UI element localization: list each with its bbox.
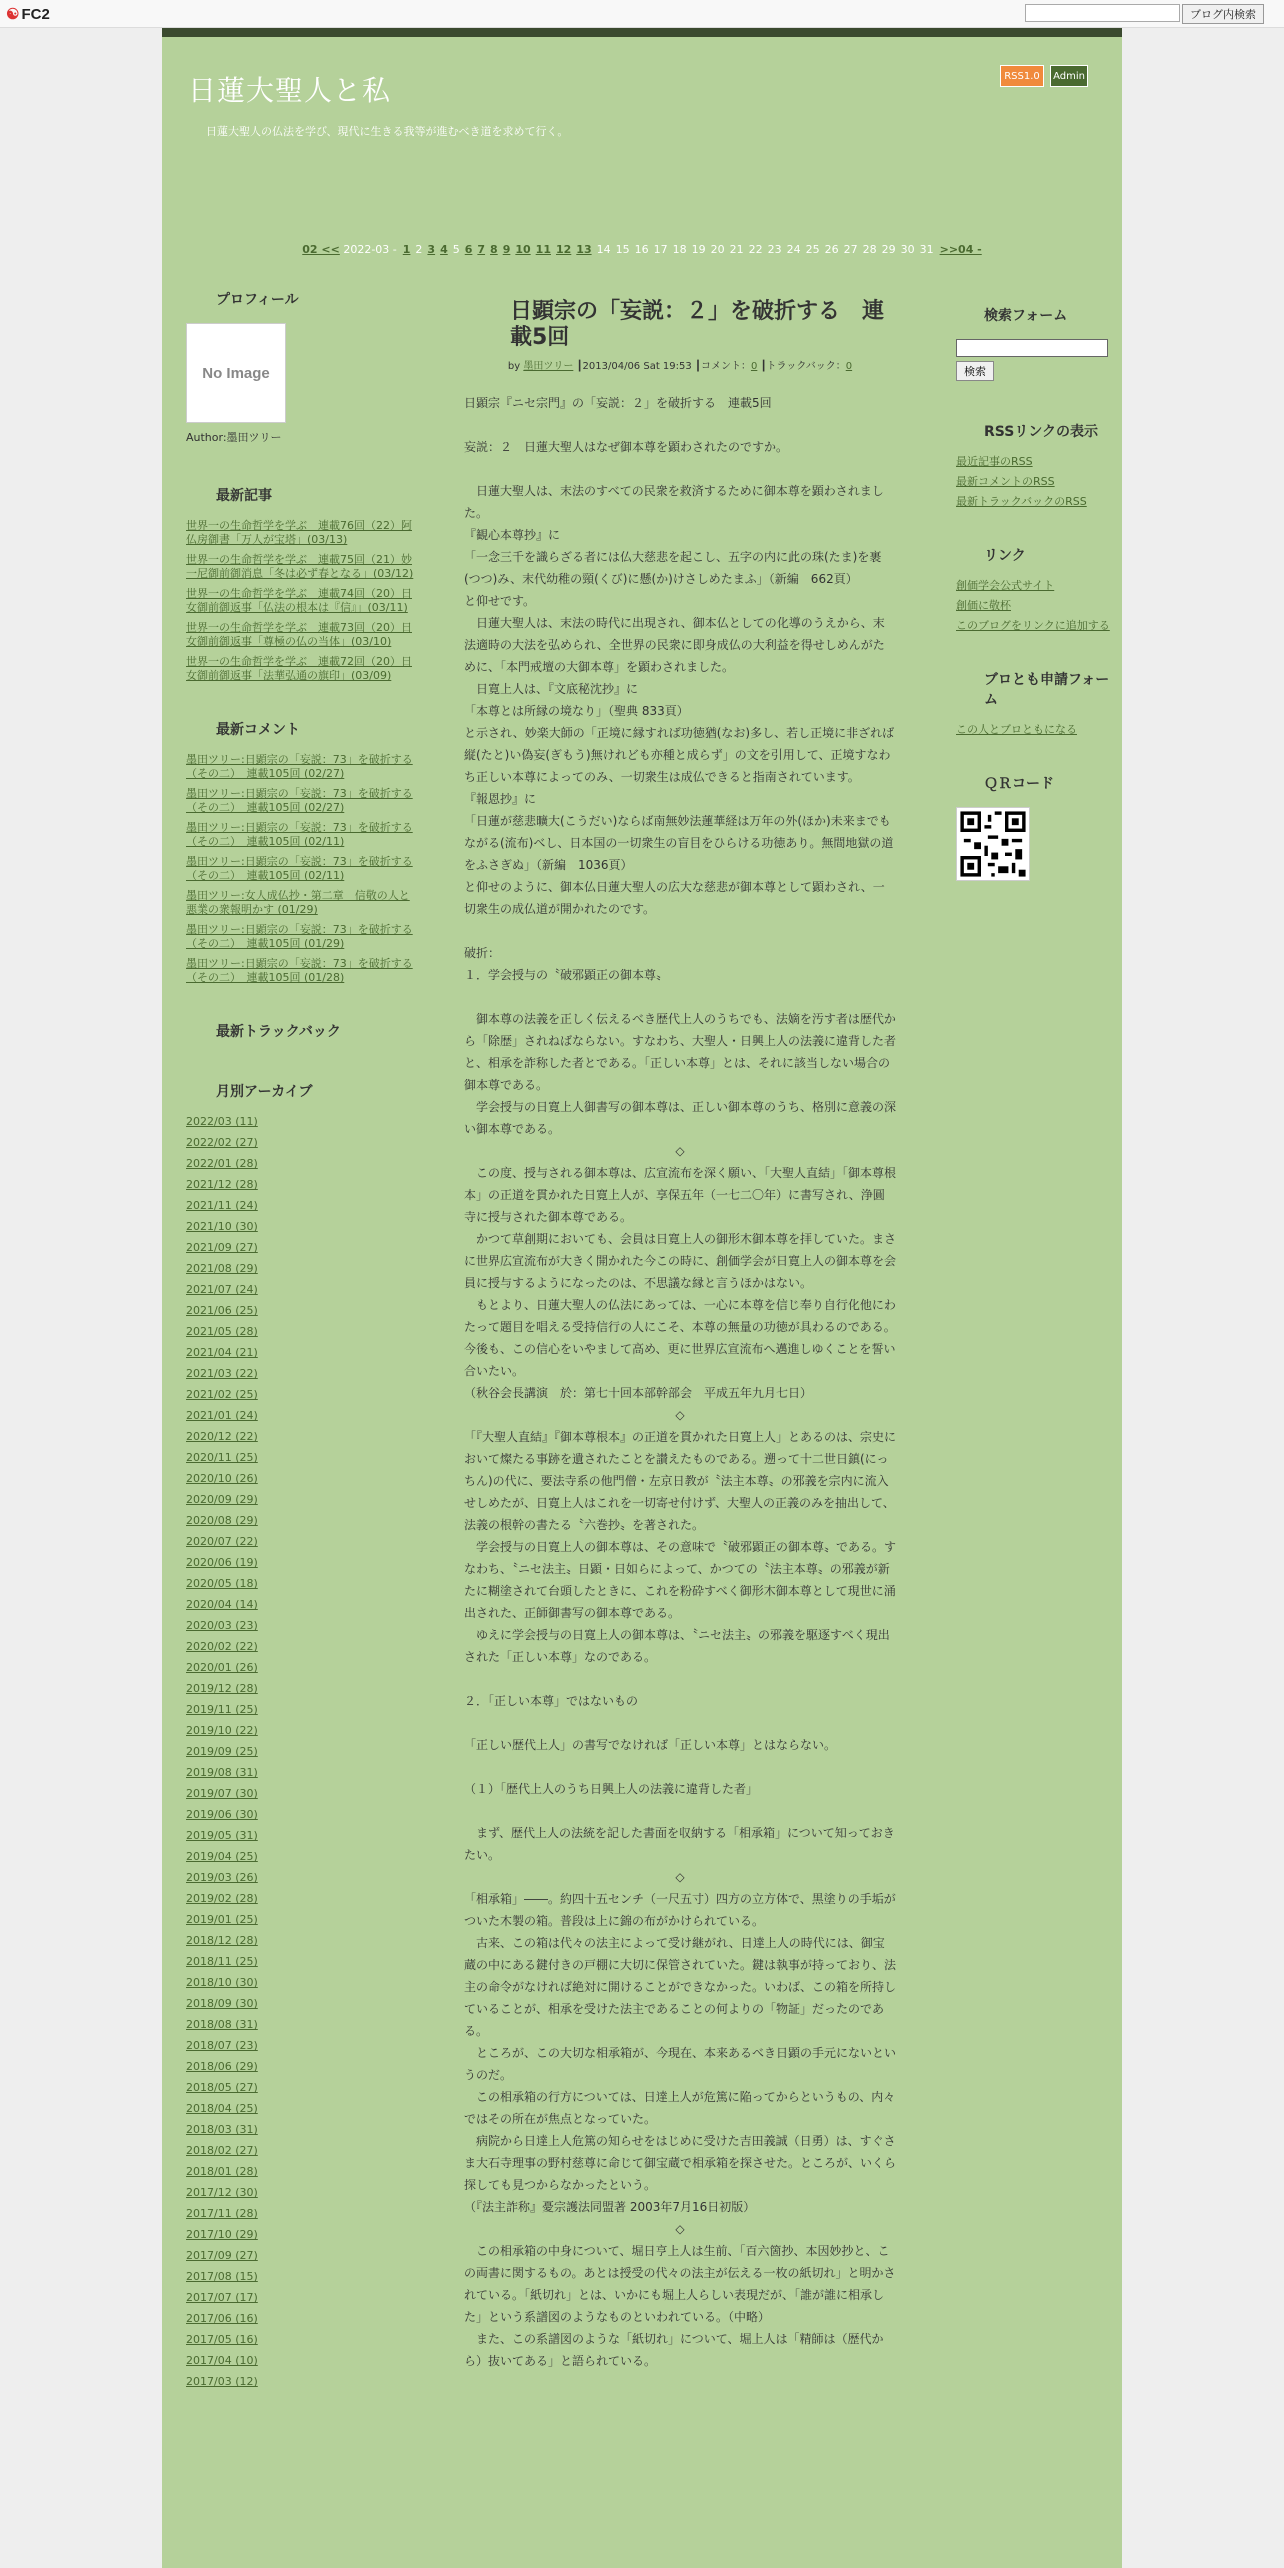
- recent-comment-link[interactable]: 墨田ツリー:日顕宗の「妄説：73」を破折する（その二） 連載105回 (02/11): [186, 821, 413, 848]
- archive-link[interactable]: 2017/12 (30): [186, 2186, 258, 2199]
- calendar-day: 21: [729, 243, 744, 256]
- calendar-day: 14: [596, 243, 611, 256]
- archive-link[interactable]: 2021/04 (21): [186, 1346, 258, 1359]
- entry-paragraph: 日顕宗『ニセ宗門』の「妄説：２」を破折する 連載5回: [464, 396, 772, 410]
- archive-link[interactable]: 2018/04 (25): [186, 2102, 258, 2115]
- qr-heading: ＱＲコード: [984, 776, 1054, 792]
- entry-paragraph: 妄説：２ 日蓮大聖人はなぜ御本尊を顕わされたのですか。: [464, 440, 789, 454]
- entry-paragraph: 御本尊の法義を正しく伝えるべき歴代上人のうちでも、法嫡を汚す者は歴代から「除歴」されねばならない。すなわち、大聖人・日興上人の法義に違背した者と、相承を詐称した者とである。「正しい本尊」とは、それに該当しない場合の御本尊である。: [464, 1012, 897, 1092]
- recent-comment-link[interactable]: 墨田ツリー:女人成仏抄・第二章 信敬の人と悪業の衆報明かす (01/29): [186, 889, 410, 916]
- search-button[interactable]: 検索: [956, 361, 994, 381]
- entry-paragraph: ２．「正しい本尊」ではないもの: [464, 1694, 639, 1708]
- archive-link[interactable]: 2019/02 (28): [186, 1892, 258, 1905]
- archive-link[interactable]: 2017/09 (27): [186, 2249, 258, 2262]
- calendar-day: 24: [786, 243, 801, 256]
- calendar-day: 25: [805, 243, 820, 256]
- archive-link[interactable]: 2020/11 (25): [186, 1451, 258, 1464]
- friends-heading: ブロとも申請フォーム: [984, 672, 1110, 708]
- entry-paragraph: （『法主詐称』憂宗護法同盟著 2003年7月16日初版）: [464, 2200, 756, 2214]
- archive-link[interactable]: 2021/05 (28): [186, 1325, 258, 1338]
- archive-link[interactable]: 2018/09 (30): [186, 1997, 258, 2010]
- calendar-month: 2022-03 -: [343, 243, 397, 256]
- archive-link[interactable]: 2020/09 (29): [186, 1493, 258, 1506]
- archive-link[interactable]: 2018/06 (29): [186, 2060, 258, 2073]
- archive-link[interactable]: 2020/05 (18): [186, 1577, 258, 1590]
- entry-title[interactable]: 日顕宗の「妄説：２」を破折する 連載5回: [510, 299, 885, 350]
- entry-body: [464, 392, 896, 2372]
- entry-paragraph: 学会授与の日寛上人の御本尊は、その意味で〝破邪顕正の御本尊〟である。すなわち、〝ニセ法主〟日顕・日如らによって、かつての〝法主本尊〟の邪義が新たに糊塗されて台頭したときに、これを粉砕すべく御形木御本尊として現世に涌出された、正師御書写の御本尊である。: [464, 1540, 897, 1620]
- calendar-day: 17: [653, 243, 668, 256]
- profile-avatar: No Image: [186, 323, 286, 423]
- archive-link[interactable]: 2021/06 (25): [186, 1304, 258, 1317]
- calendar-next-link[interactable]: >>04 -: [939, 243, 982, 256]
- entry-paragraph: かつて草創期においても、会員は日寛上人の御形木御本尊を拝していた。まさに世界広宣流布が大きく開かれた今この時に、創価学会が日寛上人の御本尊を会員に授与するようになったのは、不思議な縁と言うほかはない。: [464, 1232, 897, 1290]
- entry-paragraph: と仰せのように、御本仏日蓮大聖人の広大な慈悲が御本尊として顕わされ、一切衆生の成仏道が開かれたのです。: [464, 880, 885, 916]
- calendar-day: 22: [748, 243, 763, 256]
- archive-link[interactable]: 2020/01 (26): [186, 1661, 258, 1674]
- calendar-day: 19: [691, 243, 706, 256]
- qr-code-image: [956, 807, 1030, 881]
- calendar-day: 2: [415, 243, 423, 256]
- entry-paragraph: [464, 1712, 896, 1734]
- blog-search-input[interactable]: [1025, 4, 1180, 22]
- page-container: [162, 28, 1122, 2568]
- entry-paragraph: [464, 1668, 896, 1690]
- entry-paragraph: 日蓮大聖人は、末法のすべての民衆を救済するために御本尊を顕わされました。: [464, 484, 884, 520]
- calendar-day[interactable]: 3: [427, 243, 436, 256]
- entry-paragraph: ところが、この大切な相承箱が、今現在、本来あるべき日顕の手元にないというのだ。: [464, 2046, 897, 2082]
- entry-paragraph: この相承箱の行方については、日達上人が危篤に陥ってからというもの、内々ではその所在が焦点となっていた。: [464, 2090, 896, 2126]
- archive-link[interactable]: 2018/02 (27): [186, 2144, 258, 2157]
- entry-paragraph: 学会授与の日寛上人御書写の御本尊は、正しい御本尊のうち、格別に意義の深い御本尊である。: [464, 1100, 897, 1136]
- calendar-day[interactable]: 11: [535, 243, 551, 256]
- search-heading: 検索フォーム: [984, 308, 1068, 324]
- calendar-day[interactable]: 13: [576, 243, 592, 256]
- rss-link[interactable]: 最新トラックバックのRSS: [956, 495, 1087, 508]
- calendar-day: 29: [881, 243, 896, 256]
- entry-paragraph: （秋谷会長講演 於：第七十回本部幹部会 平成五年九月七日）: [464, 1386, 813, 1400]
- recent-comments-heading: 最新コメント: [216, 722, 300, 738]
- links-list: [956, 579, 1116, 633]
- entry-paragraph: １．学会授与の〝破邪顕正の御本尊〟: [464, 968, 669, 982]
- calendar-day: 26: [824, 243, 839, 256]
- archive-link[interactable]: 2021/03 (22): [186, 1367, 258, 1380]
- search-input[interactable]: [956, 339, 1108, 357]
- calendar-day: 20: [710, 243, 725, 256]
- entry-paragraph: [464, 986, 896, 1008]
- entry-paragraph: [464, 920, 896, 942]
- entry-paragraph: [464, 414, 896, 436]
- rss-links-list: [956, 455, 1116, 509]
- entry-paragraph: もとより、日蓮大聖人の仏法にあっては、一心に本尊を信じ奉り自行化他にわたって題目を唱える受持信行の人にこそ、本尊の無量の功徳が具わるのである。今後も、この信心をいやまして高め、更に世界広宣流布へ邁進しゆくことを誓い合いたい。: [464, 1298, 896, 1378]
- entry-paragraph: 日蓮大聖人は、末法の時代に出現され、御本仏としての化導のうえから、末法適時の大法を弘められ、全世界の民衆に即身成仏の大利益を得せしめんがために、「本門戒壇の大御本尊」を顕わされました。: [464, 616, 885, 674]
- recent-comment-link[interactable]: 墨田ツリー:日顕宗の「妄説：73」を破折する（その二） 連載105回 (02/27): [186, 787, 413, 814]
- entry-paragraph: と仰せです。: [464, 594, 536, 608]
- entry-paragraph: この相承箱の中身について、堀日亨上人は生前、「百六箇抄、本因妙抄と、この両書に関するもの。あとは授受の代々の法主が伝える一枚の紙切れ」と明かされている。「紙切れ」とは、いかにも堀上人らしい表現だが、「誰が誰に相承した」という系譜図のようなものといわれている。（中略）: [464, 2244, 896, 2324]
- calendar-day[interactable]: 1: [402, 243, 411, 256]
- archive-link[interactable]: 2019/07 (30): [186, 1787, 258, 1800]
- archive-link[interactable]: 2018/12 (28): [186, 1934, 258, 1947]
- archive-link[interactable]: 2019/01 (25): [186, 1913, 258, 1926]
- recent-comments-list: [186, 753, 416, 985]
- calendar-day: 5: [452, 243, 460, 256]
- archive-link[interactable]: 2021/11 (24): [186, 1199, 258, 1212]
- entry-paragraph: ◇: [675, 1408, 685, 1422]
- recent-post-link[interactable]: 世界一の生命哲学を学ぶ 連載72回（20）日女御前御返事「法華弘通の旗印」(03/09): [186, 655, 412, 682]
- entry-paragraph: 「本尊とは所縁の境なり」（聖典 833頁）: [464, 704, 689, 718]
- external-link[interactable]: 創価に敬杯: [956, 599, 1011, 612]
- calendar-day[interactable]: 6: [464, 243, 473, 256]
- recent-post-link[interactable]: 世界一の生命哲学を学ぶ 連載74回（20）日女御前御返事「仏法の根本は『信』」(03/11): [186, 587, 412, 614]
- archive-link[interactable]: 2017/07 (17): [186, 2291, 258, 2304]
- calendar-day: 27: [843, 243, 858, 256]
- archive-link[interactable]: 2019/06 (30): [186, 1808, 258, 1821]
- entry-paragraph: また、この系譜図のような「紙切れ」について、堀上人は「精師は（歴代から）抜いてある」と語られている。: [464, 2332, 884, 2368]
- archive-link[interactable]: 2021/01 (24): [186, 1409, 258, 1422]
- entry-paragraph: （１）「歴代上人のうち日興上人の法義に違背した者」: [464, 1782, 759, 1796]
- meta-by: by: [507, 361, 521, 372]
- entry-paragraph: 日寛上人は、『文底秘沈抄』に: [464, 682, 639, 696]
- meta-comment-label: コメント：: [700, 361, 751, 372]
- fc2-toolbar: [0, 0, 1284, 28]
- profile-author: Author:墨田ツリー: [186, 431, 282, 444]
- recent-posts-heading: 最新記事: [216, 488, 272, 504]
- friends-request-link[interactable]: この人とブロともになる: [956, 723, 1077, 736]
- archive-link[interactable]: 2017/06 (16): [186, 2312, 258, 2325]
- calendar-day[interactable]: 7: [477, 243, 486, 256]
- entry-paragraph: [464, 458, 896, 480]
- entry-paragraph: ◇: [675, 2222, 685, 2236]
- fc2-logo[interactable]: [6, 5, 50, 23]
- archive-link[interactable]: 2018/01 (28): [186, 2165, 258, 2178]
- entry-paragraph: 「一念三千を識らざる者には仏大慈悲を起こし、五字の内に此の珠(たま)を裹(つつ)み、末代幼稚の頸(くび)に懸(か)けさしめたまふ」（新編 662頁）: [464, 550, 882, 586]
- archive-link[interactable]: 2019/09 (25): [186, 1745, 258, 1758]
- meta-comment-count[interactable]: 0: [750, 361, 758, 372]
- entry-paragraph: [464, 1756, 896, 1778]
- recent-comment-link[interactable]: 墨田ツリー:日顕宗の「妄説：73」を破折する（その二） 連載105回 (02/27): [186, 753, 413, 780]
- archive-link[interactable]: 2019/08 (31): [186, 1766, 258, 1779]
- entry-paragraph: 『報恩抄』に: [464, 792, 537, 806]
- archive-link[interactable]: 2017/04 (10): [186, 2354, 258, 2367]
- rss-link[interactable]: 最新コメントのRSS: [956, 475, 1055, 488]
- calendar: [162, 243, 1122, 256]
- archive-link[interactable]: 2018/08 (31): [186, 2018, 258, 2031]
- archive-link[interactable]: 2021/09 (27): [186, 1241, 258, 1254]
- external-link[interactable]: このブログをリンクに追加する: [956, 619, 1110, 632]
- archive-link[interactable]: 2021/08 (29): [186, 1262, 258, 1275]
- archive-link[interactable]: 2022/03 (11): [186, 1115, 258, 1128]
- recent-comment-link[interactable]: 墨田ツリー:日顕宗の「妄説：73」を破折する（その二） 連載105回 (02/11): [186, 855, 413, 882]
- rss-link[interactable]: 最近記事のRSS: [956, 455, 1033, 468]
- entry-paragraph: [464, 1800, 896, 1822]
- archive-link[interactable]: 2021/12 (28): [186, 1178, 258, 1191]
- recent-trackbacks-heading: 最新トラックバック: [216, 1024, 341, 1040]
- archive-link[interactable]: 2018/05 (27): [186, 2081, 258, 2094]
- archive-link[interactable]: 2021/10 (30): [186, 1220, 258, 1233]
- archive-link[interactable]: 2017/03 (12): [186, 2375, 258, 2388]
- archive-link[interactable]: 2019/05 (31): [186, 1829, 258, 1842]
- archive-link[interactable]: 2019/10 (22): [186, 1724, 258, 1737]
- entry-paragraph: 『観心本尊抄』に: [464, 528, 561, 542]
- archive-link[interactable]: 2020/10 (26): [186, 1472, 258, 1485]
- archive-link[interactable]: 2020/07 (22): [186, 1535, 258, 1548]
- calendar-day[interactable]: 9: [502, 243, 511, 256]
- archive-link[interactable]: 2019/04 (25): [186, 1850, 258, 1863]
- recent-comment-link[interactable]: 墨田ツリー:日顕宗の「妄説：73」を破折する（その二） 連載105回 (01/28): [186, 957, 413, 984]
- calendar-day: 30: [900, 243, 915, 256]
- recent-post-link[interactable]: 世界一の生命哲学を学ぶ 連載76回（22）阿仏房御書「万人が宝塔」(03/13): [186, 519, 412, 546]
- blog-title[interactable]: 日蓮大聖人と私: [188, 74, 392, 107]
- meta-author-link[interactable]: 墨田ツリー: [523, 361, 574, 372]
- calendar-day[interactable]: 12: [555, 243, 572, 256]
- archive-link[interactable]: 2021/02 (25): [186, 1388, 258, 1401]
- archive-link[interactable]: 2022/02 (27): [186, 1136, 258, 1149]
- rss-links-heading: RSSリンクの表示: [984, 424, 1099, 440]
- calendar-day: 16: [634, 243, 649, 256]
- calendar-prev-link[interactable]: 02 <<: [302, 243, 340, 256]
- blog-search-button[interactable]: ブログ内検索: [1182, 4, 1264, 24]
- blog-description: 日蓮大聖人の仏法を学び、現代に生きる我等が進むべき道を求めて行く。: [206, 125, 569, 138]
- archive-link[interactable]: 2019/12 (28): [186, 1682, 258, 1695]
- archive-link[interactable]: 2020/03 (23): [186, 1619, 258, 1632]
- archive-link[interactable]: 2017/05 (16): [186, 2333, 258, 2346]
- archive-link[interactable]: 2020/08 (29): [186, 1514, 258, 1527]
- archive-link[interactable]: 2018/10 (30): [186, 1976, 258, 1989]
- meta-date: 2013/04/06 Sat 19:53: [582, 361, 692, 372]
- meta-trackback-count[interactable]: 0: [845, 361, 853, 372]
- calendar-day: 28: [862, 243, 877, 256]
- entry-paragraph: と示され、妙楽大師の「正境に縁すれば功徳猶(なお)多し、若し正境に非ざれば縦(たと)い偽妄(ぎもう)無けれども亦種と成らず」の文を引用して、正境すなわち正しい本尊によってのみ、一切衆生は成仏できると指南されています。: [464, 726, 895, 784]
- entry-paragraph: ◇: [675, 1870, 685, 1884]
- archives-list: [186, 1115, 416, 2389]
- calendar-day: 23: [767, 243, 782, 256]
- recent-comment-link[interactable]: 墨田ツリー:日顕宗の「妄説：73」を破折する（その二） 連載105回 (01/29): [186, 923, 413, 950]
- main-content: [464, 299, 896, 2372]
- archive-link[interactable]: 2020/04 (14): [186, 1598, 258, 1611]
- entry-paragraph: ◇: [675, 1144, 685, 1158]
- archive-link[interactable]: 2018/11 (25): [186, 1955, 258, 1968]
- entry-paragraph: まず、歴代上人の法統を記した書面を収納する「相承箱」について知っておきたい。: [464, 1826, 895, 1862]
- calendar-day: 15: [615, 243, 630, 256]
- entry-paragraph: 「正しい歴代上人」の書写でなければ「正しい本尊」とはならない。: [464, 1738, 837, 1752]
- recent-post-link[interactable]: 世界一の生命哲学を学ぶ 連載73回（20）日女御前御返事「尊極の仏の当体」(03/10): [186, 621, 412, 648]
- left-sidebar: [186, 289, 416, 2396]
- entry-paragraph: 「日蓮が慈悲曠大(こうだい)ならば南無妙法蓮華経は万年の外(ほか)未来までもながる(流布)べし、日本国の一切衆生の盲目をひらける功徳あり。無間地獄の道をふさぎぬ」（新編 1036頁）: [464, 814, 894, 872]
- entry-paragraph: 「相承箱」――。約四十五センチ（一尺五寸）四方の立方体で、黒塗りの手垢がついた木製の箱。普段は上に錦の布がかけられている。: [464, 1892, 896, 1928]
- entry-paragraph: 破折：: [464, 946, 501, 960]
- archive-link[interactable]: 2020/06 (19): [186, 1556, 258, 1569]
- entry-paragraph: ゆえに学会授与の日寛上人の御本尊は、〝ニセ法主〟の邪義を駆逐すべく現出された「正しい本尊」なのである。: [464, 1628, 890, 1664]
- right-sidebar: [956, 305, 1116, 884]
- fc2-logo-icon: ☯: [6, 6, 20, 23]
- calendar-day: 31: [919, 243, 934, 256]
- archive-link[interactable]: 2019/03 (26): [186, 1871, 258, 1884]
- admin-button[interactable]: Admin: [1050, 65, 1088, 87]
- recent-posts-list: [186, 519, 416, 683]
- entry-paragraph: この度、授与される御本尊は、広宣流布を深く願い、「大聖人直結」「御本尊根本」の正道を貫かれた日寛上人が、享保五年（一七二〇年）に書写され、浄圓寺に授与された御本尊である。: [464, 1166, 897, 1224]
- archive-link[interactable]: 2017/08 (15): [186, 2270, 258, 2283]
- fc2-logo-text: FC2: [21, 6, 50, 23]
- archive-link[interactable]: 2017/11 (28): [186, 2207, 258, 2220]
- rss-button[interactable]: RSS1.0: [1000, 65, 1044, 87]
- blog-header: [162, 37, 1122, 227]
- archive-link[interactable]: 2020/02 (22): [186, 1640, 258, 1653]
- calendar-day[interactable]: 4: [440, 243, 448, 256]
- archive-link[interactable]: 2018/03 (31): [186, 2123, 258, 2136]
- calendar-day[interactable]: 8: [490, 243, 498, 256]
- links-heading: リンク: [984, 548, 1026, 564]
- entry-paragraph: 古来、この箱は代々の法主によって受け継がれ、日達上人の時代には、御宝蔵の中にある鍵付きの戸棚に大切に保管されていた。鍵は執事が持っており、法主の命令がなければ絶対に開けることができなかった。いわば、この箱を所持していることが、相承を受けた法主であることの何よりの「物証」だったのである。: [464, 1936, 897, 2038]
- entry-paragraph: 病院から日達上人危篤の知らせをはじめに受けた吉田義誠（日勇）は、すぐさま大石寺理事の野村慈尊に命じて御宝蔵で相承箱を探させた。ところが、いくら探しても見つからなかったという。: [464, 2134, 897, 2192]
- archives-heading: 月別アーカイブ: [216, 1084, 313, 1100]
- profile-heading: プロフィール: [216, 292, 299, 308]
- entry-meta: by 墨田ツリー ┃2013/04/06 Sat 19:53 ┃コメント：0 ┃トラックバック：0: [507, 361, 853, 372]
- archive-link[interactable]: 2022/01 (28): [186, 1157, 258, 1170]
- archive-link[interactable]: 2019/11 (25): [186, 1703, 258, 1716]
- calendar-days: [400, 243, 936, 256]
- calendar-day: 18: [672, 243, 687, 256]
- recent-post-link[interactable]: 世界一の生命哲学を学ぶ 連載75回（21）妙一尼御前御消息「冬は必ず春となる」(03/12): [186, 553, 414, 580]
- archive-link[interactable]: 2020/12 (22): [186, 1430, 258, 1443]
- entry-paragraph: 「『大聖人直結』『御本尊根本』の正道を貫かれた日寛上人」とあるのは、宗史において燦たる事跡を遺されたことを讃えたものである。遡って十二世日鎮(にっちん)の代に、要法寺系の他門僧・左京日教が〝法主本尊〟の邪義を宗内に流入せしめたが、日寛上人はこれを一切寄せ付けず、大聖人の正義のみを抽出して、法義の根幹の書たる〝六巻抄〟を著された。: [464, 1430, 897, 1532]
- external-link[interactable]: 創価学会公式サイト: [956, 579, 1055, 592]
- meta-trackback-label: トラックバック：: [766, 361, 846, 372]
- archive-link[interactable]: 2018/07 (23): [186, 2039, 258, 2052]
- calendar-day[interactable]: 10: [515, 243, 531, 256]
- archive-link[interactable]: 2017/10 (29): [186, 2228, 258, 2241]
- archive-link[interactable]: 2021/07 (24): [186, 1283, 258, 1296]
